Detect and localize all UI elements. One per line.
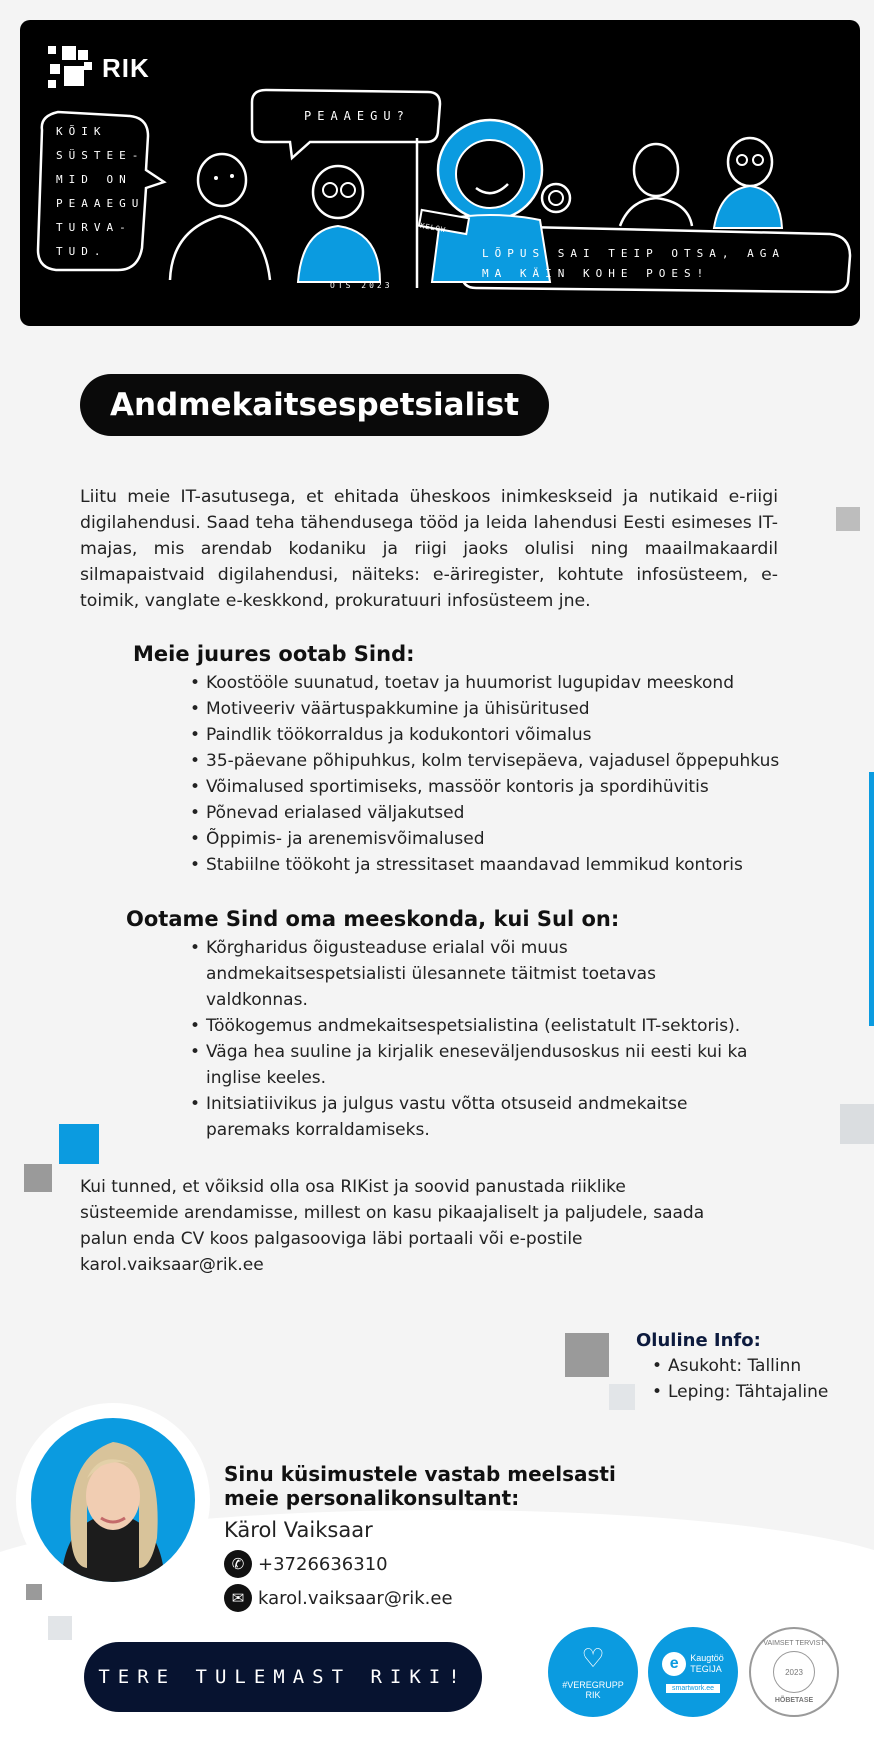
bubble-right-text: LÕPUS SAI TEIP OTSA, AGA MA KÄIN KOHE POES! [482, 247, 785, 280]
list-item: • Koostööle suunatud, toetav ja huumorist lugupidav meeskond [190, 670, 790, 696]
job-title: Andmekaitsespetsialist [80, 374, 549, 436]
logo-text: RIK [102, 52, 150, 83]
requirements-title: Ootame Sind oma meeskonda, kui Sul on: [126, 907, 620, 931]
list-item: • Õppimis- ja arenemisvõimalused [190, 826, 790, 852]
phone-icon: ✆ [224, 1550, 252, 1578]
list-item: • Võimalused sportimiseks, massöör kontoris ja spordihüvitis [190, 774, 790, 800]
contact-heading: Sinu küsimustele vastab meelsasti meie personalikonsultant: [224, 1462, 616, 1510]
decor-square-blue [59, 1124, 99, 1164]
info-location: • Asukoht: Tallinn [652, 1353, 852, 1379]
requirements-list [190, 935, 760, 1143]
benefits-list [190, 670, 790, 878]
kaugtoo-badge: e Kaugtöö TEGIJA smartwork.ee [648, 1627, 738, 1717]
list-item: • Töökogemus andmekaitsespetsialistina (eelistatult IT-sektoris). [190, 1013, 760, 1039]
avatar [31, 1418, 195, 1582]
vaimne-tervis-badge: VAIMSET TERVIST 2023 HÕBETASE [749, 1627, 839, 1717]
tape-label: KELOW [419, 221, 447, 235]
outro-paragraph: Kui tunned, et võiksid olla osa RIKist ja soovid panustada riiklike süsteemide arendamisse, millest on kasu pikaajaliselt ja paljudele, saada palun enda CV koos palgasooviga läbi portaali või e-postile karol.vaiksaar@rik.ee [80, 1177, 705, 1275]
benefits-title: Meie juures ootab Sind: [133, 642, 415, 666]
list-item: • Väga hea suuline ja kirjalik eneseväljendusoskus nii eesti kui ka inglise keeles. [190, 1039, 760, 1091]
intro-paragraph: Liitu meie IT-asutusega, et ehitada üheskoos inimkeskseid ja nutikaid e-riigi digilahendusi. Saad teha tähendusega tööd ja leida lahendusi Eesti esimeses IT-majas, mis arendab kodaniku ja riigi jaoks olulisi ning maailmakaardil silmapaistvaid digilahendusi, näiteks: e-äriregister, kohtute infosüsteem, e-toimik, vanglate e-keskkond, prokuratuuri infosüsteem jne. [80, 487, 778, 611]
bubble-left-text: KÕIK SÜSTEE- MID ON PEAAEGU TURVA- TUD. [56, 125, 145, 258]
list-item: • Initsiatiivikus ja julgus vastu võtta otsuseid andmekaitse paremaks korraldamiseks. [190, 1091, 760, 1143]
decor-square [48, 1616, 72, 1640]
signature: OTS 2023 [330, 281, 393, 290]
contact-email[interactable] [224, 1584, 453, 1612]
blood-drop-icon: ♡ [581, 1643, 605, 1673]
decor-square [26, 1584, 42, 1600]
list-item: • Motiveeriv väärtuspakkumine ja ühisüritused [190, 696, 790, 722]
e-logo-icon: e [662, 1652, 686, 1676]
decor-square [24, 1164, 52, 1192]
decor-accent-bar [869, 772, 874, 1026]
list-item: • 35-päevane põhipuhkus, kolm tervisepäeva, vajadusel õppepuhkus [190, 748, 790, 774]
decor-square [609, 1384, 635, 1410]
welcome-banner: TERE TULEMAST RIKI! [84, 1642, 482, 1712]
comic-banner [20, 20, 860, 326]
contact-name: Kärol Vaiksaar [224, 1518, 373, 1542]
decor-square [565, 1333, 609, 1377]
bubble-top-text: PEAAEGU? [304, 109, 410, 123]
consultant-photo [31, 1418, 195, 1582]
info-title: Oluline Info: [636, 1330, 761, 1351]
contact-phone[interactable] [224, 1550, 388, 1578]
veregrupp-badge: ♡ #VEREGRUPP RIK [548, 1627, 638, 1717]
info-list [652, 1353, 852, 1405]
head-icon: 2023 [773, 1651, 815, 1693]
mail-icon: ✉ [224, 1584, 252, 1612]
list-item: • Kõrgharidus õigusteaduse erialal või muus andmekaitsespetsialisti ülesannete täitmist toetavas valdkonnas. [190, 935, 760, 1013]
info-contract: • Leping: Tähtajaline [652, 1379, 852, 1405]
list-item: • Põnevad erialased väljakutsed [190, 800, 790, 826]
phone-number[interactable]: +3726636310 [258, 1553, 388, 1575]
decor-square [840, 1104, 874, 1144]
list-item: • Paindlik töökorraldus ja kodukontori võimalus [190, 722, 790, 748]
email-address[interactable]: karol.vaiksaar@rik.ee [258, 1587, 453, 1609]
list-item: • Stabiilne töökoht ja stressitaset maandavad lemmikud kontoris [190, 852, 790, 878]
decor-square [836, 507, 860, 531]
